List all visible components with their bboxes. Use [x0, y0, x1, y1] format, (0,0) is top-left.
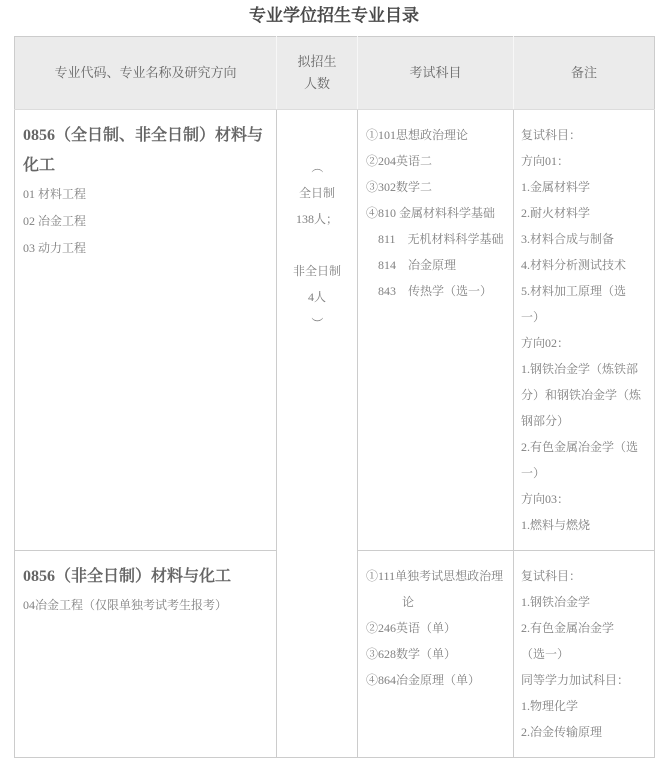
program-title-row2 [23, 562, 270, 592]
remark-line: 2.冶金传输原理 [521, 725, 603, 739]
remark-line: 3.材料合成与制备 [521, 232, 615, 246]
remark-line: 钢部分） [521, 414, 570, 428]
column-header-enrollment-line1: 拟招生 [297, 54, 337, 69]
program-title-line: 0856（全日制、非全日制）材料与 [23, 127, 264, 144]
exam-subject-line: ①101思想政治理论 [366, 128, 469, 142]
remark-line: 复试科目： [521, 128, 582, 142]
program-title-row1 [23, 121, 270, 181]
remark-line: 1.燃料与燃烧 [521, 518, 591, 532]
exam-subjects-cell-row2 [358, 551, 514, 758]
remark-line: 1.钢铁冶金学（炼铁部 [521, 362, 639, 376]
table-header [15, 37, 655, 110]
exam-subject-line: 814 冶金原理 [366, 258, 457, 272]
enrollment-cell [277, 110, 358, 758]
exam-subject-line: 843 传热学（选一） [366, 284, 493, 298]
remark-line: 1.物理化学 [521, 699, 579, 713]
enrollment-line [278, 232, 356, 258]
column-header-program: 专业代码、专业名称及研究方向 [15, 37, 277, 110]
remark-line: 方向03： [521, 492, 570, 506]
remark-line: 分）和钢铁冶金学（炼 [521, 388, 642, 402]
enrollment-lines [278, 180, 356, 310]
direction-list-row1 [23, 181, 270, 262]
header-row [15, 37, 655, 110]
page-title: 专业学位招生专业目录 [249, 6, 419, 25]
exam-subject-line: ②246英语（单） [366, 621, 457, 635]
direction-line: 01 材料工程 [23, 187, 87, 201]
exam-subject-line: ④810 金属材料科学基础 [366, 206, 496, 220]
remarks-cell-row1 [514, 110, 655, 551]
table-body [15, 110, 655, 758]
table-row-fulltime-program [15, 110, 655, 551]
column-header-remarks: 备注 [514, 37, 655, 110]
exam-subjects-cell-row1 [358, 110, 514, 551]
remarks-cell-row2 [514, 551, 655, 758]
vertical-close-paren [278, 310, 356, 336]
remark-line: 同等学力加试科目： [521, 673, 630, 687]
exam-subject-line: ①111单独考试思想政治理 [366, 569, 504, 583]
program-cell-row2 [15, 551, 277, 758]
remark-line: 5.材料加工原理（选 [521, 284, 627, 298]
remark-line: （选一） [521, 647, 570, 661]
program-title-line: 0856（非全日制）材料与化工 [23, 568, 232, 585]
remark-line: 2.有色金属冶金学 [521, 621, 615, 635]
admissions-catalog-table [14, 36, 655, 758]
column-header-subjects: 考试科目 [358, 37, 514, 110]
column-header-enrollment [277, 37, 358, 110]
close-paren-glyph: ） [309, 316, 324, 330]
enrollment-line: 全日制 [298, 186, 335, 200]
exam-subject-line: 811 无机材料科学基础 [366, 232, 504, 246]
remark-line: 一） [521, 310, 546, 324]
exam-subject-line: ③628数学（单） [366, 647, 457, 661]
remark-line: 2.有色金属冶金学（选 [521, 440, 639, 454]
remark-line: 方向01： [521, 154, 570, 168]
exam-subject-line: ④864冶金原理（单） [366, 673, 481, 687]
direction-list-row2 [23, 592, 270, 619]
exam-subject-line: ③302数学二 [366, 180, 433, 194]
column-header-enrollment-line2: 人数 [303, 76, 330, 91]
exam-subject-line: ②204英语二 [366, 154, 433, 168]
remark-line: 一） [521, 466, 546, 480]
direction-line: 03 动力工程 [23, 241, 87, 255]
enrollment-line: 非全日制 [292, 264, 341, 278]
remark-line: 2.耐火材料学 [521, 206, 591, 220]
remark-line: 复试科目： [521, 569, 582, 583]
direction-line: 04冶金工程（仅限单独考试考生报考） [23, 598, 228, 612]
direction-line: 02 冶金工程 [23, 214, 87, 228]
remark-line: 1.金属材料学 [521, 180, 591, 194]
program-title-line: 化工 [23, 157, 56, 174]
remark-line: 1.钢铁冶金学 [521, 595, 591, 609]
remark-line: 方向02： [521, 336, 570, 350]
exam-subject-line: 论 [366, 595, 415, 609]
open-paren-glyph: （ [309, 160, 324, 174]
enrollment-line: 138人； [295, 212, 338, 226]
program-cell-row1 [15, 110, 277, 551]
vertical-open-paren [278, 154, 356, 180]
enrollment-line: 4人 [307, 290, 326, 304]
remark-line: 4.材料分析测试技术 [521, 258, 627, 272]
